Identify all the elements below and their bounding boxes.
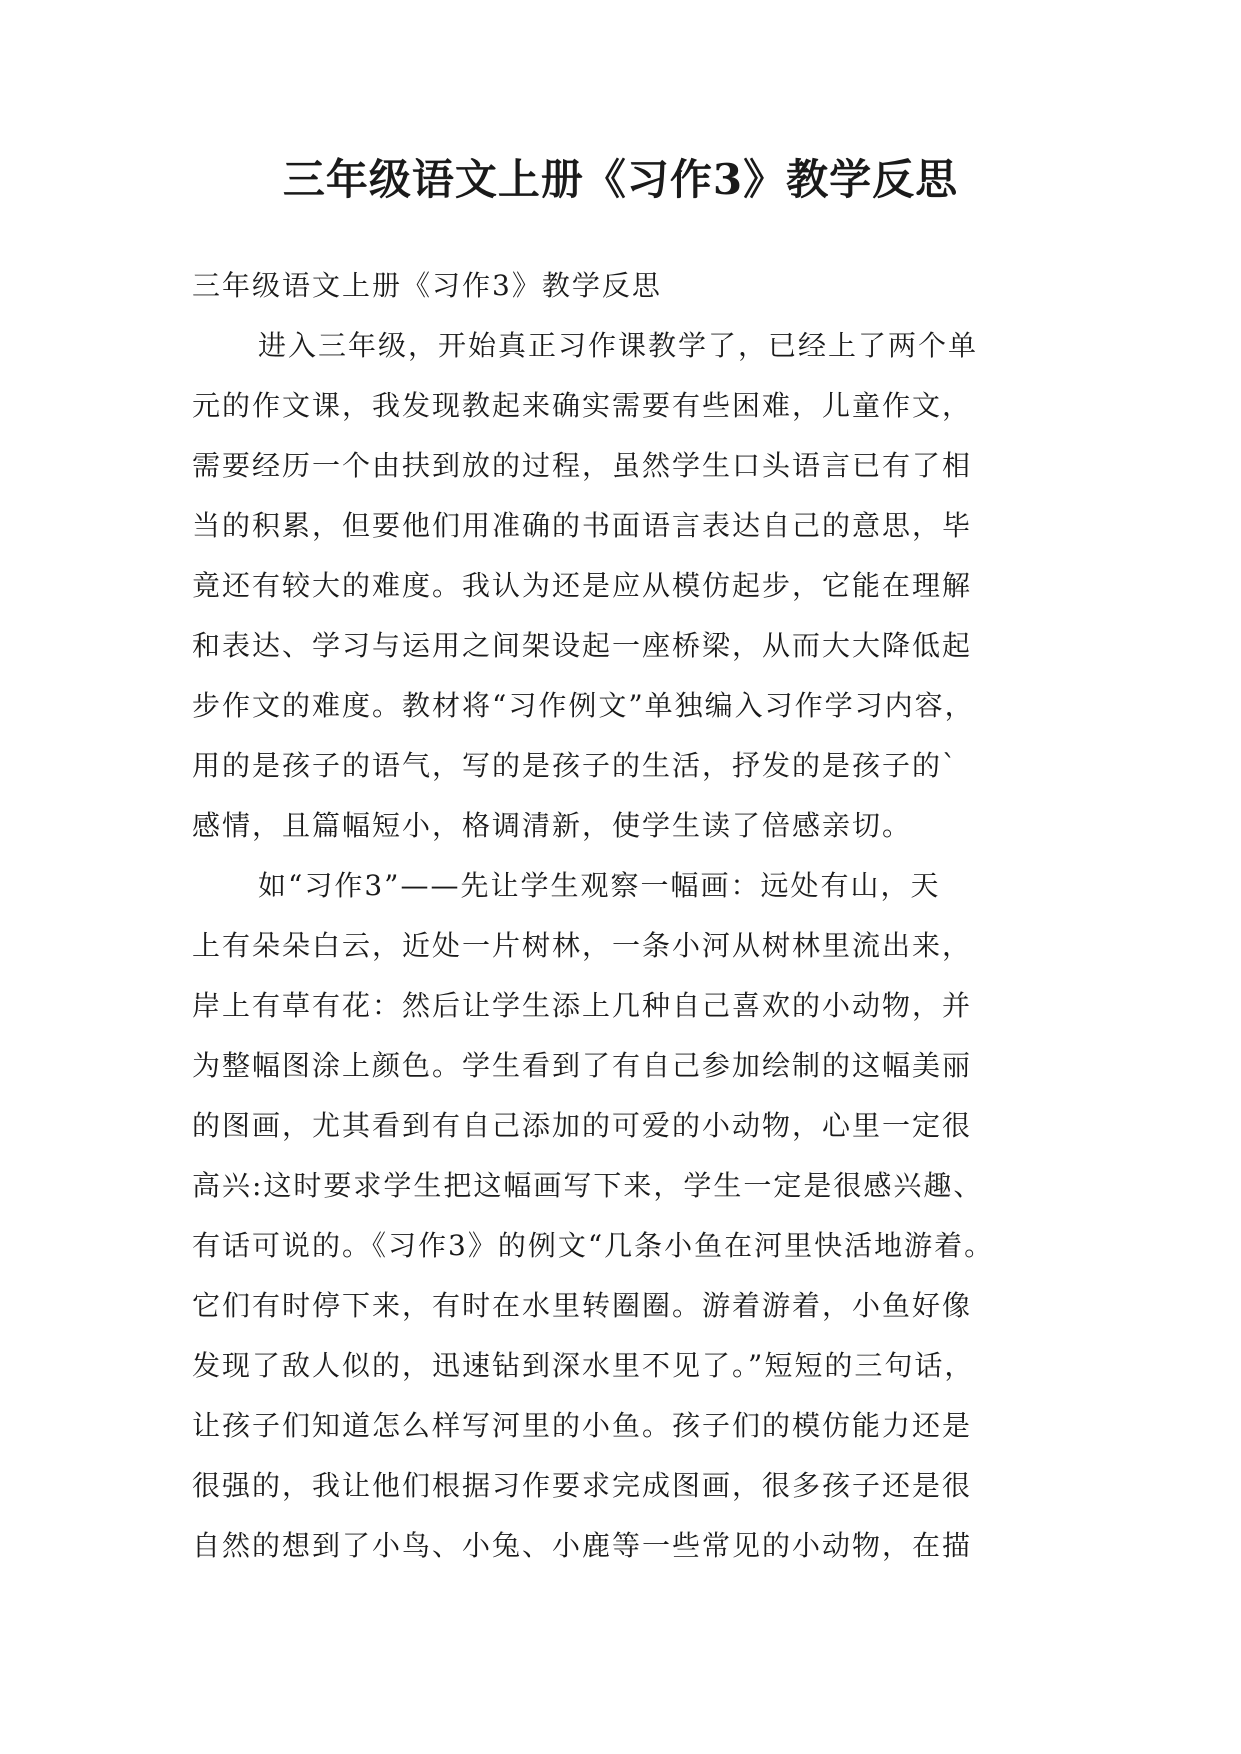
- document-subtitle: 三年级语文上册《习作3》教学反思: [192, 269, 662, 302]
- text-line: 步作文的难度。教材将“习作例文”单独编入习作学习内容，: [192, 689, 975, 722]
- text-line: 高兴:这时要求学生把这幅画写下来，学生一定是很感兴趣、: [192, 1169, 984, 1202]
- paragraph-1: [192, 316, 1050, 856]
- text-line: 感情，且篇幅短小，格调清新，使学生读了倍感亲切。: [192, 809, 913, 842]
- text-line: 进入三年级，开始真正习作课教学了，已经上了两个单: [258, 329, 979, 362]
- text-line: 当的积累，但要他们用准确的书面语言表达自己的意思，毕: [192, 509, 973, 542]
- text-line: 元的作文课，我发现教起来确实需要有些困难，儿童作文，: [192, 389, 973, 422]
- text-line: 如“习作3”——先让学生观察一幅画：远处有山，天: [258, 869, 941, 902]
- text-line: 很强的，我让他们根据习作要求完成图画，很多孩子还是很: [192, 1469, 973, 1502]
- text-line: 为整幅图涂上颜色。学生看到了有自己参加绘制的这幅美丽: [192, 1049, 973, 1082]
- text-line: 需要经历一个由扶到放的过程，虽然学生口头语言已有了相: [192, 449, 973, 482]
- text-line: 发现了敌人似的，迅速钻到深水里不见了。”短短的三句话，: [192, 1349, 975, 1382]
- text-line: 让孩子们知道怎么样写河里的小鱼。孩子们的模仿能力还是: [192, 1409, 973, 1442]
- text-line: 它们有时停下来，有时在水里转圈圈。游着游着，小鱼好像: [192, 1289, 973, 1322]
- text-line: 的图画，尤其看到有自己添加的可爱的小动物，心里一定很: [192, 1109, 973, 1142]
- text-line: 上有朵朵白云，近处一片树林，一条小河从树林里流出来，: [192, 929, 973, 962]
- paragraph-2: [192, 856, 1050, 1576]
- text-line: 岸上有草有花：然后让学生添上几种自己喜欢的小动物，并: [192, 989, 973, 1022]
- text-line: 有话可说的。《习作3》的例文“几条小鱼在河里快活地游着。: [192, 1229, 995, 1262]
- text-line: 用的是孩子的语气，写的是孩子的生活，抒发的是孩子的`: [192, 749, 959, 782]
- document-title: 三年级语文上册《习作3》教学反思: [282, 155, 959, 204]
- text-line: 和表达、学习与运用之间架设起一座桥梁，从而大大降低起: [192, 629, 973, 662]
- document-body: [192, 256, 1050, 1576]
- text-line: 竟还有较大的难度。我认为还是应从模仿起步，它能在理解: [192, 569, 973, 602]
- text-line: 自然的想到了小鸟、小兔、小鹿等一些常见的小动物，在描: [192, 1529, 973, 1562]
